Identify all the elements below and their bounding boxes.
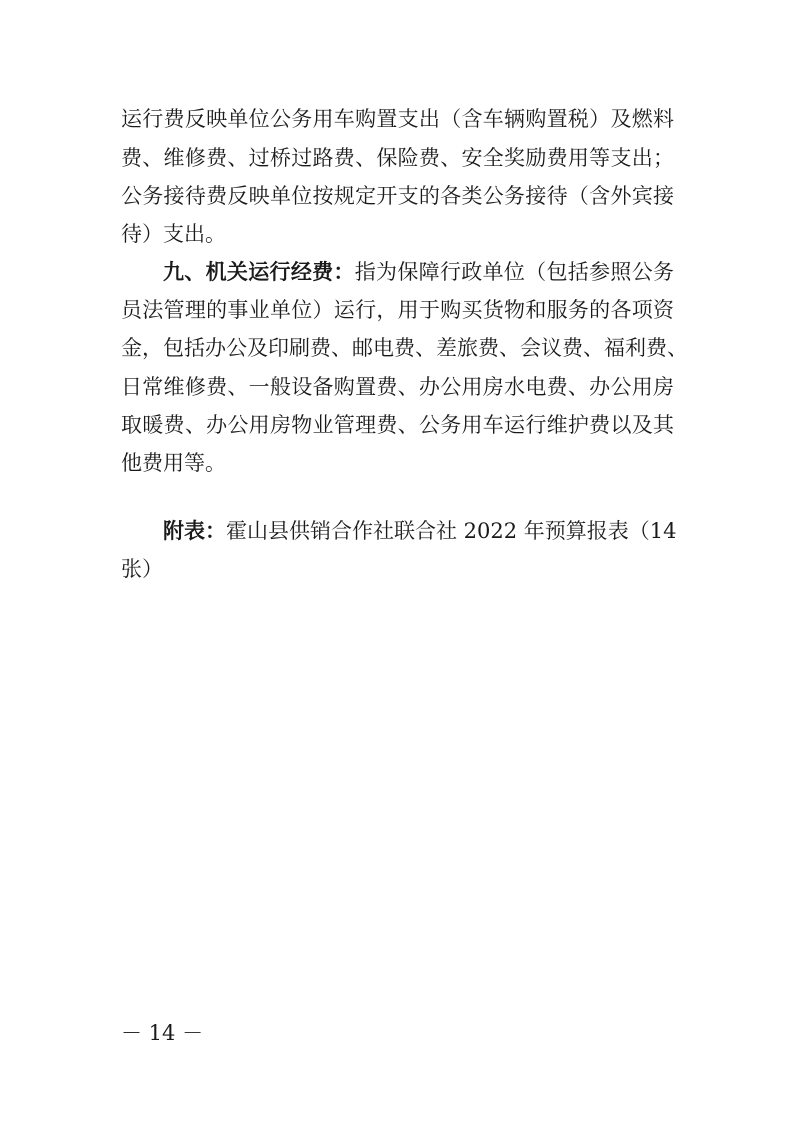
paragraph-2-line-4: 日常维修费、一般设备购置费、办公用房水电费、办公用房 (121, 375, 674, 399)
paragraph-1-line-4: 待）支出。 (121, 222, 226, 246)
paragraph-1-line-2: 费、维修费、过桥过路费、保险费、安全奖励费用等支出； (121, 146, 674, 170)
paragraph-1-line-1: 运行费反映单位公务用车购置支出（含车辆购置税）及燃料 (121, 107, 674, 131)
attachment-title: 霍山县供销合作社联合社 2022 年预算报表（14 (226, 519, 677, 543)
attachment-label: 附表： (163, 518, 226, 543)
attachment-line-1 (163, 516, 677, 546)
paragraph-2-line-5: 取暖费、办公用房物业管理费、公务用车运行维护费以及其 (121, 413, 674, 437)
section-heading: 九、机关运行经费： (163, 259, 355, 284)
page-number: － 14 － (121, 1021, 204, 1045)
paragraph-1-line-3: 公务接待费反映单位按规定开支的各类公务接待（含外宾接 (121, 184, 674, 208)
attachment-line-2: 张） (121, 557, 163, 581)
paragraph-2-line-2: 员法管理的事业单位）运行，用于购买货物和服务的各项资 (121, 298, 674, 322)
paragraph-2-line-3: 金，包括办公及印刷费、邮电费、差旅费、会议费、福利费、 (121, 336, 688, 360)
paragraph-2-line-1 (163, 257, 674, 287)
paragraph-2-line-6: 他费用等。 (121, 451, 226, 475)
section-heading-rest: 指为保障行政单位（包括参照公务 (354, 260, 675, 284)
